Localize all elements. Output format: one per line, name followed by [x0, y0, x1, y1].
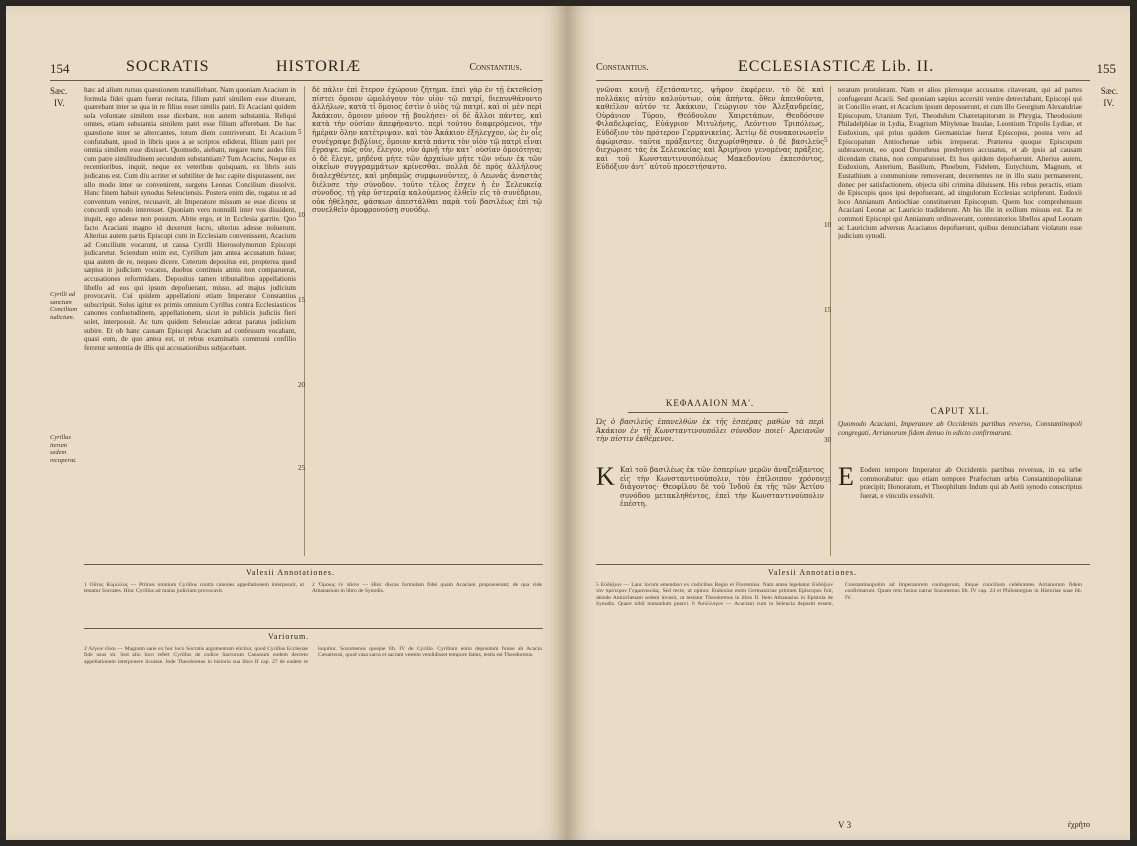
header-rule	[50, 80, 543, 81]
right-header-center: ECCLESIASTICÆ Lib. II.	[738, 58, 935, 75]
left-page-number: 154	[50, 61, 70, 76]
left-page-header	[6, 58, 567, 78]
right-page	[568, 6, 1130, 840]
catchword: ἐχρῆτο	[1067, 820, 1090, 829]
greek-chapter-text: Καὶ τοῦ βασιλέως ἐκ τῶν ἑσπερίων μερῶν ἀναζεύξαντος εἰς τὴν Κωνσταντινούπολιν, τὸν ἐπίλοιπον χρόνον διάγοντος· Θεοφίλου δὲ τοῦ Ἰνδοῦ ἐκ τῆς τῶν Ἀετίου συνόδου μετακληθέντος, ἐπεὶ τὴν Κωνσταντινούπολιν ἐπέστη.	[620, 466, 824, 509]
right-margin-century: IV.	[1103, 98, 1114, 108]
left-header-right: Constantius.	[469, 62, 522, 73]
right-header-left: Constantius.	[596, 62, 649, 73]
left-footnote-1: 1 Οὗτος Κύριλλος — Primus omnium Cyrillus contra canones appellationem interposuit, ut testatur Socrates. Hinc Cyrillus ad maius judicium provocavit.	[84, 582, 304, 595]
left-margin-note-2: Cyrillus iterum sedem recuperat.	[50, 434, 77, 464]
left-variorum-text: 2 Λέγων εἶναι — Magnum sane ex hoc loco Socratis argumentum elicitur, quod Cyrillus Ecclesiae fide usus sit. Sed alio loco refert Cyrillus de codice Sacrorum Canonum eodem decreto appellationem interponere licuisse. Inde Theodoretus in historia sua libro II cap. 27 de eadem re loquitur. Sozomenus quoque lib. IV de Cyrillo. Cyrillum enim depositum fuisse ab Acacio Cæsariensi, quod vasa sacra et sacram vestem vendidisset tempore famis, testis est Theodoretus.	[84, 646, 542, 665]
signature-mark: V 3	[838, 820, 852, 830]
right-page-header	[568, 58, 1130, 78]
line-number: 10	[824, 221, 831, 229]
latin-chapter-summary: Quomodo Acaciani, Imperatore ab Occidentis partibus reverso, Constantinopoli congregati, Arrianorum fidem denuo in edicto confirmarunt.	[838, 420, 1082, 437]
line-number: 5	[298, 128, 302, 136]
right-annotation-text: 5 Εὐδόξιον — Lanc locum emendavi ex codicibus Regio et Florentino. Nam antea legebatur Εὐδόξιον τὸν πρότερον Γερμανικείας. Sed recte, ut opinor. Eudoxius enim Germaniciae primum Episcopus fuit, deinde Antiochenam sedem invasit, ut testatur Theodoretus in libro II. Item Athanasius in Epistola de Synodis. Quare nihil mutandum putavi. 6 Ἀσύλλογον — Acaciani cum in Seleucia depositi essent, Constantinopolim ad Imperatorem confugerunt, ibique concilium celebrantes Arrianorum fidem confirmarunt. Quam rem fusius narrat Sozomenus lib. IV cap. 24 et Philostorgius in Historiae suae lib. IV.	[596, 582, 1082, 608]
greek-chapter-summary: Ὡς ὁ βασιλεὺς ἐπανελθὼν ἐκ τῆς ἑσπέρας μαθὼν τὰ περὶ Ἀκάκιον ἐν τῇ Κωνσταντινουπόλει σύνοδον ποιεῖ· Ἀρειανῶν τὴν πίστιν ἐκθέμενοι.	[596, 418, 824, 444]
right-page-number: 155	[1096, 61, 1116, 76]
column-divider	[830, 86, 831, 556]
column-divider	[304, 86, 305, 556]
chapter-rule	[628, 412, 788, 413]
left-margin-note-1: Cyrilli ad sanctum Concilium iudicium.	[50, 291, 78, 321]
left-margin-saec: Sæc.	[50, 86, 68, 96]
latin-chapter-text: Eodem tempore Imperator ab Occidentis partibus reversus, in ea urbe commorabatur: quo etiam tempore Præfectum urbis Constantinopolitanæ præcipit; Honoratum, et Theophilum Indum qui ab Aetii synodo conscriptus fuerat, e vinculis exsolvit.	[860, 466, 1082, 500]
right-annotations-title: Valesii Annotationes.	[768, 568, 857, 577]
line-number: 30	[824, 436, 831, 444]
left-footnote-2: 2 Ὅμοιος ἐν πᾶσιν — Hinc discas formulam fidei quam Acaciani proposuerant; de qua vide Athanasium in libro de Synodis.	[312, 582, 542, 595]
left-header-title: SOCRATIS	[126, 58, 210, 75]
line-number: 15	[824, 306, 831, 314]
line-number: 10	[298, 211, 305, 219]
line-number: 20	[298, 381, 305, 389]
footnote-rule	[84, 564, 543, 565]
line-number: 5	[824, 136, 828, 144]
left-variorum-title: Variorum.	[268, 632, 310, 641]
book-spread	[6, 6, 1131, 840]
right-margin-saec: Sæc.	[1100, 86, 1118, 96]
greek-chapter-heading: ΚΕΦΑΛΑΙΟΝ ΜΑ'.	[665, 398, 755, 408]
footnote-rule	[596, 564, 1090, 565]
variorum-rule	[84, 628, 543, 629]
line-number: 25	[298, 464, 305, 472]
line-number: 15	[298, 296, 305, 304]
left-annotations-title: Valesii Annotationes.	[246, 568, 335, 577]
latin-initial: E	[838, 462, 854, 491]
greek-column: γνῶναι κοινῇ ἐξετάσαντες, ψῆφον ἐκφέρειν. τὸ δὲ καὶ πολλάκις αὐτὸν καλούντων, οὐκ ἀπήντα. ὅθεν ἀπειθοῦντα, καθεῖλον αὐτόν τε Ἀκάκιον, Γεώργιον τὸν Ἀλεξανδρείας, Οὐράνιον Τύρου, Θεόδουλον Χαιρετάπων, Θεοδόσιον Φιλαδελφείας, Εὐάγριον Μιτυλήνης, Λεόντιον Τριπόλεως, Εὐδόξιον τὸν πρότερον Γερμανικείας. Ἀετίῳ δὲ συνακοινωνεῖν ἀφώρισαν. ταῦτα πράξαντες διεχωρίσθησαν. ὁ δὲ βασιλεὺς διεχώρισε τὰς ἐκ Σελευκείας καὶ Ἀριμήνου γενομένας πράξεις. καὶ τοῦ Κωνσταντινουπόλεως Μακεδονίου ἐκπεσόντος, Εὐδόξιον ἀντ᾽ αὐτοῦ προεστήσαντο.	[596, 86, 824, 172]
line-number: 35	[824, 476, 831, 484]
left-margin-century: IV.	[54, 98, 65, 108]
left-page	[6, 6, 568, 840]
header-rule	[596, 80, 1090, 81]
greek-column: δὲ πάλιν ἐπὶ ἕτερον ἐχώρουν ζήτημα. ἐπεὶ γὰρ ἐν τῇ ἐκτεθείσῃ πίστει ὅμοιον ὡμολόγουν τὸν υἱὸν τῷ πατρί, διεπυνθάνοντο ἀλλήλων, κατὰ τί ὅμοιος ἐστὶν ὁ υἱὸς τῷ πατρί. καὶ οἱ μὲν περὶ Ἀκάκιον, ὅμοιον μόνον τῇ βουλήσει· οἱ δὲ ἄλλοι πάντες, καὶ κατὰ τὴν οὐσίαν ἀπεφήναντο. περὶ τούτου διαφερόμενοι, τὴν ἡμέραν ὅλην κατέτριψαν. καὶ τὸν Ἀκάκιον ἐξήλεγχον, ὡς ἐν οἷς συνέγραψε βιβλίοις, ὅμοιον κατὰ πάντα τὸν υἱὸν τῷ πατρὶ εἶναι ἔγραψε. πῶς οὖν, ἔλεγον, νῦν ἀρνῇ τὴν κατ᾽ οὐσίαν ὁμοιότητα; ὁ δὲ ἔλεγε, μηδένα μήτε τῶν ἀρχαίων μήτε τῶν νέων ἐκ τῶν οἰκείων συγγραμμάτων κρίνεσθαι. πολλὰ δὲ πρὸς ἀλλήλους διαλεχθέντες, καὶ μηδαμῶς συμφωνοῦντες, ὁ Λεωνᾶς ἀναστὰς διέλυσε τὴν σύνοδον. τοῦτο τέλος ἔσχεν ἡ ἐν Σελευκείᾳ σύνοδος. τῇ γὰρ ὑστεραίᾳ καλούμενος ἐλθεῖν εἰς τὸ συνέδριον, οὐκ ἠθέλησε, φάσκων ἀπεστάλθαι παρὰ τοῦ βασιλέως ἐπὶ τῷ συνελθεῖν ὁμοφρονούσῃ συνόδῳ.	[312, 86, 542, 215]
greek-initial: Κ	[596, 462, 615, 491]
latin-chapter-heading: CAPUT XLI.	[930, 406, 990, 416]
left-header-center: HISTORIÆ	[276, 58, 362, 75]
latin-column: hæc ad alium rursus quæstionem transiliebant. Nam quoniam Acacium in formula fidei quam fuerat recitata, filium patri similem esse dixerant, quærebant inter se qua in re filius esset similis patri. Et Acaciani quidem sola voluntate similem esse dicebant, non autem substantia. Reliqui omnes, etiam substantia similem patri esse filium afferebant. De hac quæstione inter se altercantes, totum diem contriverunt. Et Acacium confutabant, quod in libris quos a se scriptos ediderat, filium patri per omnia similem esse dixisset. Quomodo, aiebant, negare nunc audes filii cum patre similitudinem secundum substantiam? Tum Acacius, Neque ex recentioribus, inquit, neque ex veteribus quisquam, ex libris suis judicatus est. Cum diu acriter et subtiliter de hoc capite disputassent, nec ullo modo inter se convenirent, surgens Leonas Concilium dissolvit. Hunc finem habuit synodus Seleuciensis. Postera enim die, rogatus ut ad conventum veniret, recusavit, ab Imperatore missum se esse dicens ut concordi synodo interesset. Quoniam vero nonnulli inter vos dissident, inquit, ego adesse non possum. Abite ergo, et in Ecclesia garrite. Quo facto Acaciani magno id duxerunt lucro, ulterius adesse noluerunt. Alterius autem partis Episcopi cum in Ecclesiam convenissent, Acacium ad Concilium vocarunt, ut causa Cyrilli Hierosolymorum Episcopi judicaretur. Sciendum enim est, Cyrillum jam antea accusatum fuisse; qua autem de re, nequeo dicere. Ceterum depositus est, propterea quod sæpius in judicium vocatus, duobus continuis annis non comparuerat, accusationes reformidans. Depositus tamen tribunalibus appellationis libello ad eos qui ipsum depofuerant, misso, ad majus judicium provocavit. Cui quidem appellationi etiam Imperator Constantius subscripsit. Solus igitur ex primis omnium Cyrillus contra Ecclesiasticos canones confuetudinem, appellationem, sicut in publicis judiciis fieri solet, interposuit. Ac tum quidem Seleuciae aderat paratus judicium subire. Et ob hanc causam Episcopi Acacium ad confessum vocabant, quasi eum, de quo antea est, ut rebus examinatis communi confilio ferretur sententia de illis qui accusationibus subjacebant.	[84, 86, 296, 352]
latin-column: teratum protulerant. Nam et alios plerosque accusatos citaverant, qui ad partes confugerant Acacii. Sed quoniam sæpius accersiti venire detrectabant, Episcopi qui in Concilio erant, et Acacium ipsum deposuerunt, et cum illo Georgium Alexandriae Episcopum, Uranium Tyri, Theodulum Chæretapitorum in Phrygia, Theodosium Philadelphiae in Lydia, Evagrium Mitylenae Insulae, Leontium Tripolis Lydiae, et Eudoxium, qui prius quidem Germaniciae fuerat Episcopus, postea vero ad Episcopatum Antiochenae urbis irrepserat. Præterea quoque Episcopum subtraxerunt, eo quod Dorotheus presbytero accusatus, et ab ipsis ad causam dicendam citatus, non comparuisset. Et hos quidem depofuerunt. Alterius autem, Eudoxium, Asterium, Basilium, Phoebum, Fidelem, Eutychium, Magnum, et Eustathium a communione removerant, decernentes ne in illo statu permanerent, donec per satisfactionem, objecta sibi crimina diluissent. His rebus peractis, etiam de Episcopis quos ipsi depofuerant, ad singulorum Ecclesias scripferunt. Eudoxii loco Annianum Antiochiae constituerunt Episcopum. Quem hoc comprehensum Acaciani Leonæ ac Lauricio tradiderunt. Ab his ille in exilium missus est. Ea re commoti Episcopi qui Annianum ordinaverant, contestatorios libellos apud Leonam ac Lauricium adversus Acacianos depofuerunt, quibus denunciabant violatum esse judicium synodi.	[838, 86, 1082, 241]
